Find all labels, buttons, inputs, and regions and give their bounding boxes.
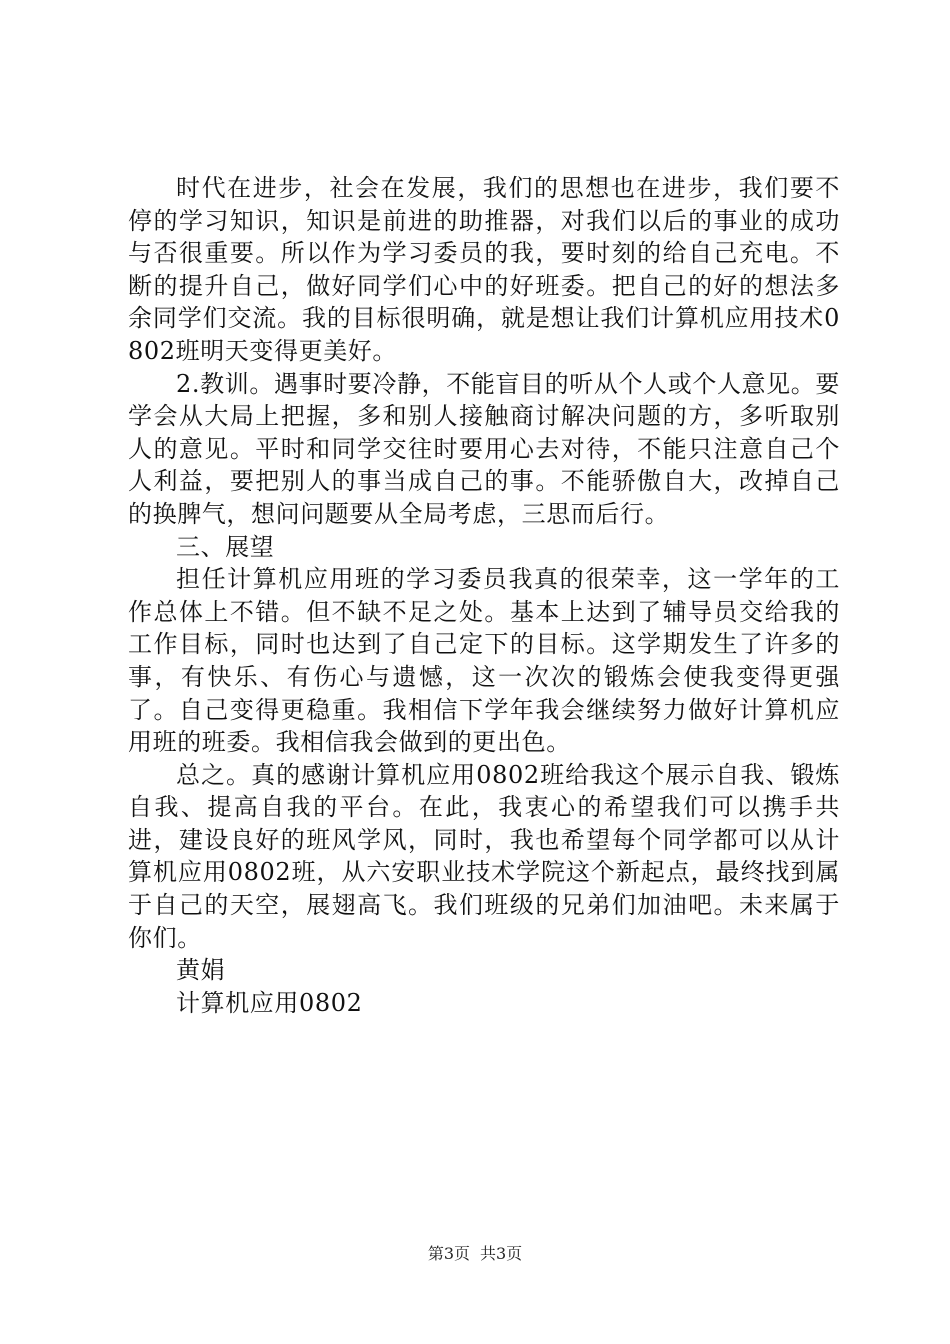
page-footer bbox=[0, 1244, 950, 1264]
paragraph-outlook: 担任计算机应用班的学习委员我真的很荣幸，这一学年的工作总体上不错。但不缺不足之处。基本上达到了辅导员交给我的工作目标，同时也达到了自己定下的目标。这学期发生了许多的事，有快乐、有伤心与遗憾，这一次次的锻炼会使我变得更强了。自己变得更稳重。我相信下学年我会继续努力做好计算机应用班的班委。我相信我会做到的更出色。 bbox=[128, 565, 840, 757]
page-number: 第3页 bbox=[427, 1244, 470, 1263]
document-body bbox=[128, 172, 840, 1019]
paragraph-lessons: 2.教训。遇事时要冷静，不能盲目的听从个人或个人意见。要学会从大局上把握，多和别人接触商讨解决问题的方，多听取别人的意见。平时和同学交往时要用心去对待，不能只注意自己个人利益，要把别人的事当成自己的事。不能骄傲自大，改掉自己的换脾气，想问问题要从全局考虑，三思而后行。 bbox=[128, 369, 840, 528]
page-total: 共3页 bbox=[480, 1244, 523, 1263]
signature-class: 计算机应用0802 bbox=[176, 988, 363, 1017]
section-heading-outlook: 三、展望 bbox=[176, 532, 275, 561]
signature-name: 黄娟 bbox=[176, 956, 226, 985]
paragraph-study: 时代在进步，社会在发展，我们的思想也在进步，我们要不停的学习知识，知识是前进的助推器，对我们以后的事业的成功与否很重要。所以作为学习委员的我，要时刻的给自己充电。不断的提升自己，做好同学们心中的好班委。把自己的好的想法多余同学们交流。我的目标很明确，就是想让我们计算机应用技术0802班明天变得更美好。 bbox=[128, 174, 840, 365]
paragraph-conclusion: 总之。真的感谢计算机应用0802班给我这个展示自我、锻炼自我、提高自我的平台。在此，我衷心的希望我们可以携手共进，建设良好的班风学风，同时，我也希望每个同学都可以从计算机应用0802班，从六安职业技术学院这个新起点，最终找到属于自己的天空，展翅高飞。我们班级的兄弟们加油吧。未来属于你们。 bbox=[128, 760, 840, 952]
